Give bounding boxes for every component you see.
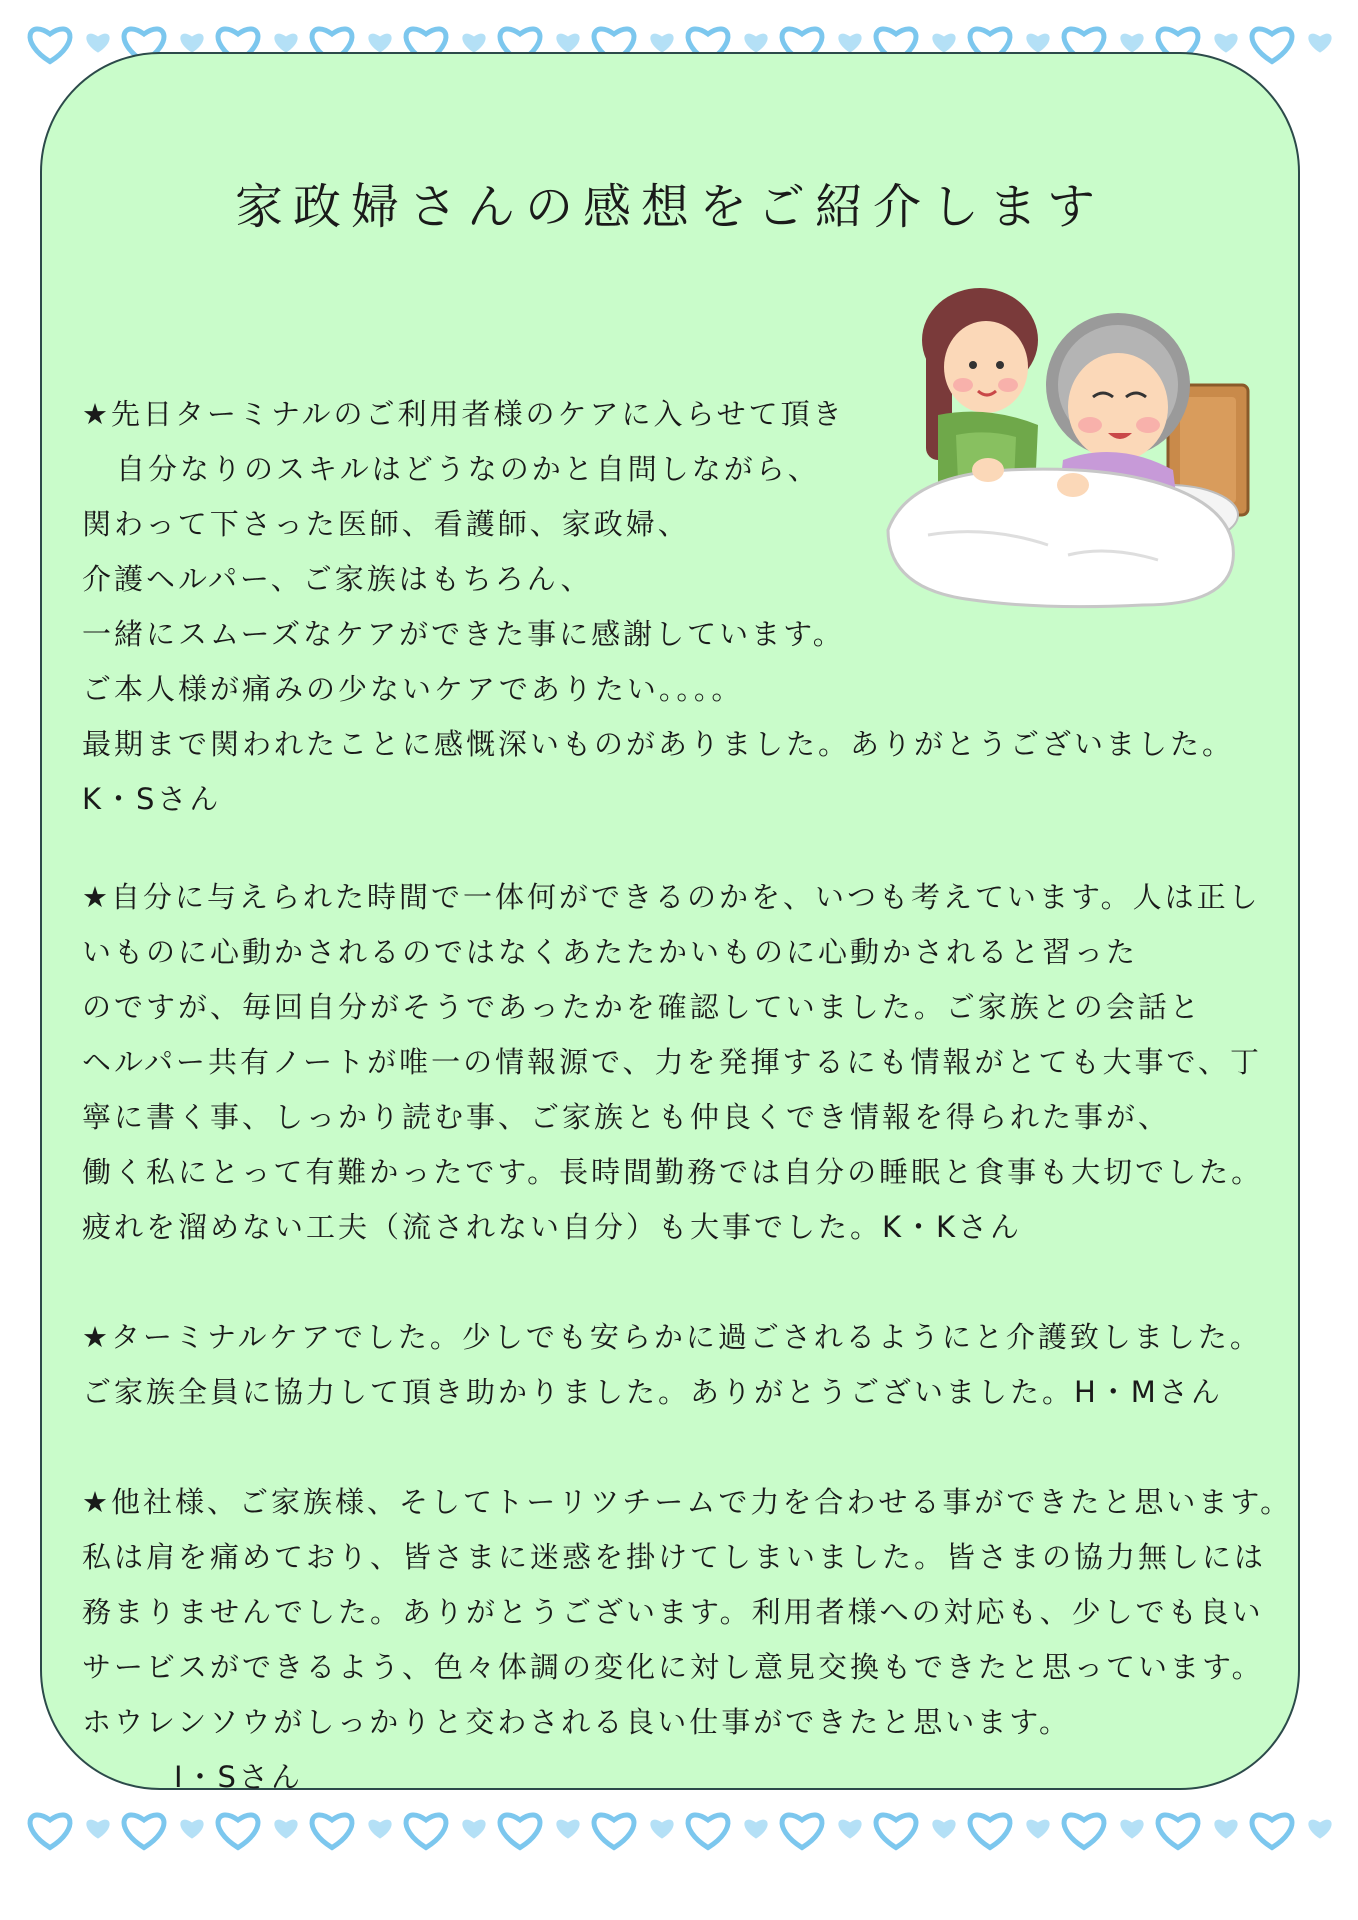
heart-icon xyxy=(838,34,861,53)
heart-icon xyxy=(1026,1820,1049,1839)
testimonial-line: ★先日ターミナルのご利用者様のケアに入らせて頂き xyxy=(82,397,845,431)
testimonial-line: ★ターミナルケアでした。少しでも安らかに過ごされるようにと介護致しました。 xyxy=(82,1320,1262,1354)
testimonial-line: 私は肩を痛めており、皆さまに迷惑を掛けてしまいました。皆さまの協力無しには xyxy=(82,1540,1267,1574)
heart-icon xyxy=(86,34,109,53)
testimonial-signature: K・Sさん xyxy=(82,782,222,816)
heart-icon xyxy=(406,1815,446,1848)
heart-icon xyxy=(368,1820,391,1839)
heart-icon xyxy=(688,1815,728,1848)
page-title: 家政婦さんの感想をご紹介します xyxy=(234,179,1105,235)
testimonial-signature: I・Sさん xyxy=(174,1760,303,1794)
heart-icon xyxy=(970,1815,1010,1848)
heart-icon xyxy=(932,1820,955,1839)
heart-icon xyxy=(462,34,485,53)
heart-icon xyxy=(462,1820,485,1839)
heart-icon xyxy=(218,1815,258,1848)
testimonial-line: ご本人様が痛みの少ないケアでありたい。。。。 xyxy=(82,672,744,706)
heart-icon xyxy=(744,1820,767,1839)
heart-icon xyxy=(650,1820,673,1839)
heart-icon xyxy=(500,1815,540,1848)
testimonial-line: ★自分に与えられた時間で一体何ができるのかを、いつも考えています。人は正し xyxy=(82,880,1261,914)
heart-icon xyxy=(932,34,955,53)
testimonial-1 xyxy=(82,387,1234,827)
heart-icon xyxy=(556,1820,579,1839)
heart-icon xyxy=(30,1815,70,1848)
testimonial-line: 働く私にとって有難かったです。長時間勤務では自分の睡眠と食事も大切でした。 xyxy=(82,1155,1264,1189)
heart-icon xyxy=(124,1815,164,1848)
heart-icon xyxy=(594,1815,634,1848)
heart-icon xyxy=(650,34,673,53)
testimonial-line: 一緒にスムーズなケアができた事に感謝しています。 xyxy=(82,617,845,651)
heart-icon xyxy=(274,34,297,53)
heart-icon xyxy=(556,34,579,53)
testimonial-line: ホウレンソウがしっかりと交わされる良い仕事ができたと思います。 xyxy=(82,1705,1071,1739)
heart-icon xyxy=(1308,34,1331,53)
heart-icon xyxy=(274,1820,297,1839)
heart-icon xyxy=(368,34,391,53)
heart-icon xyxy=(744,34,767,53)
heart-icon xyxy=(1214,1820,1237,1839)
testimonial-2 xyxy=(82,870,1263,1255)
heart-icon xyxy=(782,1815,822,1848)
heart-icon xyxy=(1120,34,1143,53)
testimonial-line: ご家族全員に協力して頂き助かりました。ありがとうございました。H・Mさん xyxy=(82,1375,1223,1409)
testimonial-3 xyxy=(82,1310,1262,1420)
testimonial-line: 最期まで関われたことに感慨深いものがありました。ありがとうございました。 xyxy=(82,727,1235,761)
heart-icon xyxy=(1252,29,1292,62)
heart-icon xyxy=(838,1820,861,1839)
heart-icon xyxy=(30,29,70,62)
testimonial-line: のですが、毎回自分がそうであったかを確認していました。ご家族との会話と xyxy=(82,990,1202,1024)
heart-icon xyxy=(876,1815,916,1848)
heart-icon xyxy=(1064,1815,1104,1848)
heart-border-icon xyxy=(0,1790,1358,1860)
testimonial-line: サービスができるよう、色々体調の変化に対し意見交換もできたと思っています。 xyxy=(82,1650,1264,1684)
testimonial-line: 介護ヘルパー、ご家族はもちろん、 xyxy=(82,562,593,596)
testimonial-line: ヘルパー共有ノートが唯一の情報源で、力を発揮するにも情報がとても大事で、丁 xyxy=(82,1045,1262,1079)
heart-icon xyxy=(1308,1820,1331,1839)
heart-icon xyxy=(1120,1820,1143,1839)
testimonial-line: 疲れを溜めない工夫（流されない自分）も大事でした。K・Kさん xyxy=(82,1210,1023,1244)
testimonial-line: いものに心動かされるのではなくあたたかいものに心動かされると習った xyxy=(82,935,1139,969)
heart-icon xyxy=(180,34,203,53)
heart-icon xyxy=(180,1820,203,1839)
testimonial-4 xyxy=(82,1475,1292,1805)
heart-icon xyxy=(86,1820,109,1839)
bottom-heart-border xyxy=(0,1790,1358,1860)
testimonial-line: 務まりませんでした。ありがとうございます。利用者様への対応も、少しでも良い xyxy=(82,1595,1264,1629)
heart-icon xyxy=(312,1815,352,1848)
testimonial-line: 関わって下さった医師、看護師、家政婦、 xyxy=(82,507,690,541)
testimonial-line: 自分なりのスキルはどうなのかと自問しながら、 xyxy=(116,452,820,486)
heart-icon xyxy=(1252,1815,1292,1848)
testimonial-line: ★他社様、ご家族様、そしてトーリツチームで力を合わせる事ができたと思います。 xyxy=(82,1485,1293,1519)
heart-icon xyxy=(1026,34,1049,53)
heart-icon xyxy=(1158,1815,1198,1848)
testimonial-line: 寧に書く事、しっかり読む事、ご家族とも仲良くでき情報を得られた事が、 xyxy=(82,1100,1171,1134)
heart-icon xyxy=(1214,34,1237,53)
